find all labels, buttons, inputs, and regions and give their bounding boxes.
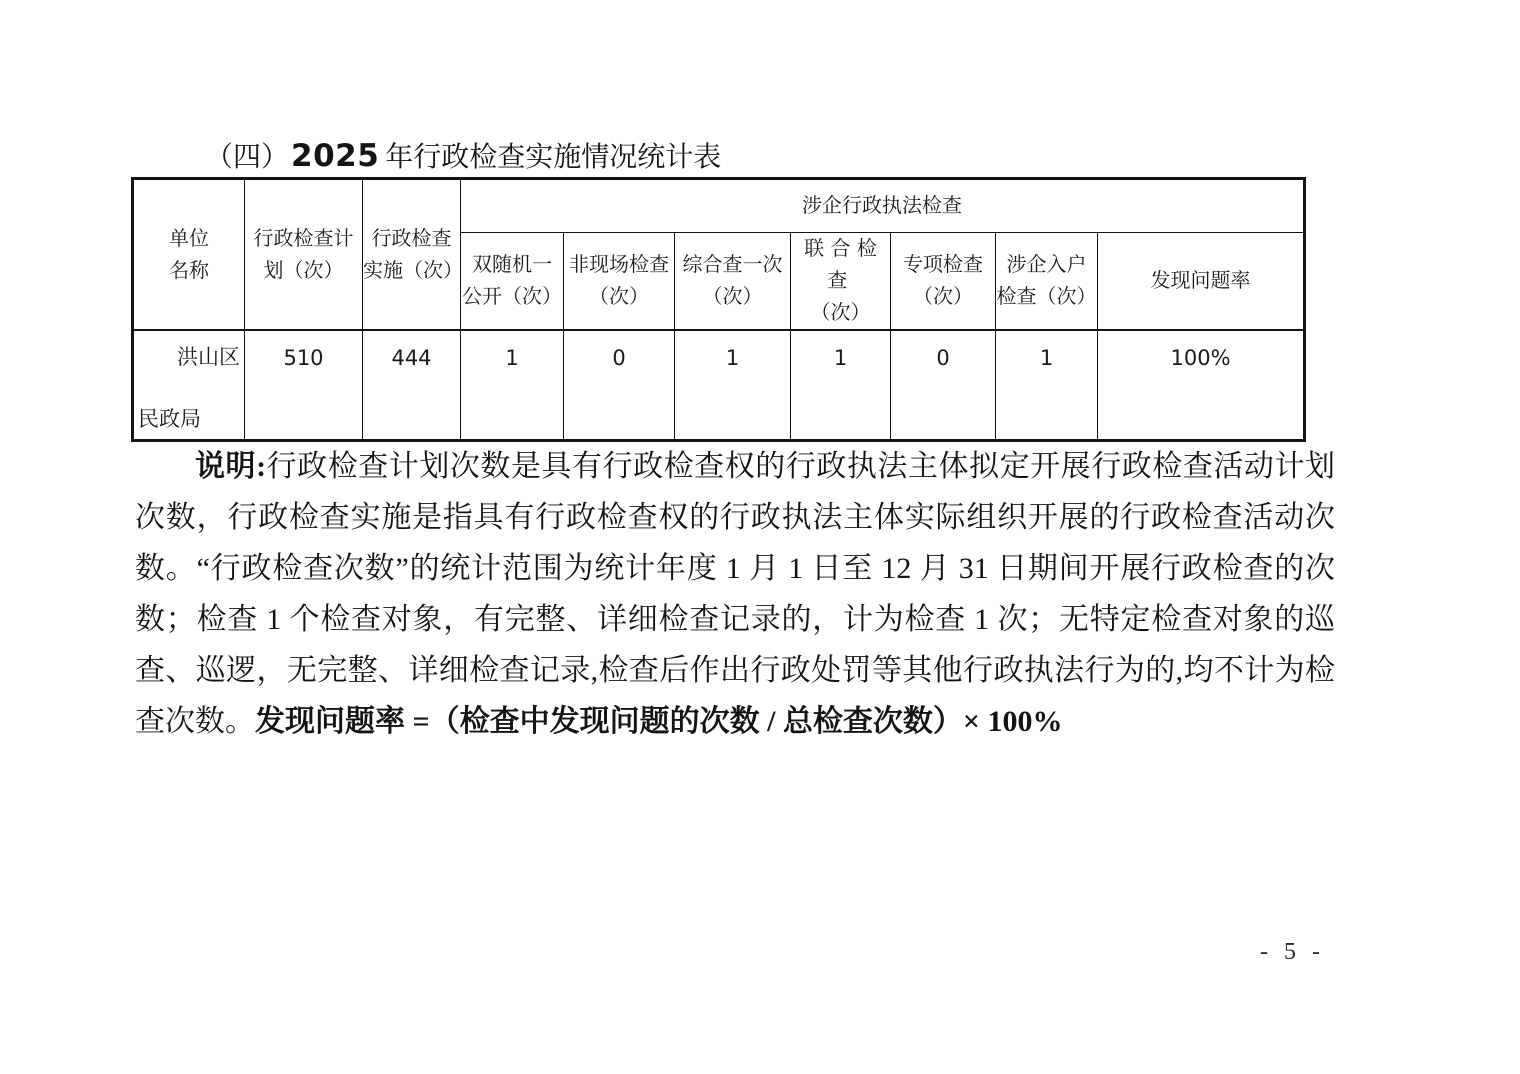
- page-number: - 5 -: [1260, 939, 1325, 965]
- col-header-offsite: [564, 233, 675, 331]
- col-header-comprehensive-line2: （次）: [702, 286, 763, 308]
- title-section-number: （四）: [205, 142, 290, 173]
- col-header-unit-name-line1: 单位: [169, 227, 209, 250]
- col-header-onsite-entry: [996, 233, 1098, 331]
- col-header-offsite-line2: （次）: [589, 286, 649, 308]
- col-header-joint-line1: 联合检查: [804, 238, 884, 292]
- col-header-comprehensive: [675, 233, 791, 331]
- note-label: 说明:: [195, 450, 267, 483]
- unit-name-line1: 洪山区: [177, 345, 240, 369]
- col-header-special-line1: 专项检查: [903, 254, 983, 276]
- cell-onsite-entry-count: 1: [996, 330, 1098, 441]
- note-formula: 发现问题率 =（检查中发现问题的次数 / 总检查次数）× 100%: [255, 705, 1063, 738]
- col-header-double-random-line1: 双随机一: [472, 254, 552, 276]
- col-header-implemented: [363, 179, 461, 331]
- cell-double-random-count: 1: [461, 330, 564, 441]
- col-header-problem-rate-line1: 发现问题率: [1150, 270, 1251, 292]
- inspection-stats-table: [131, 177, 1306, 442]
- col-header-plan-line2: 划（次）: [263, 259, 344, 282]
- unit-name-line2: 民政局: [138, 407, 201, 431]
- col-header-unit-name-line2: 名称: [169, 259, 209, 282]
- cell-plan-count: 510: [245, 330, 363, 441]
- col-header-comprehensive-line1: 综合查一次: [682, 254, 783, 276]
- cell-problem-rate: 100%: [1098, 330, 1305, 441]
- group-header-label: 涉企行政执法检查: [802, 195, 962, 217]
- table-data-row: [133, 330, 1305, 441]
- col-header-implemented-line1: 行政检查: [371, 227, 452, 250]
- col-header-joint-line2: （次）: [810, 302, 871, 324]
- cell-unit-name: [133, 330, 245, 441]
- col-header-joint: [791, 233, 891, 331]
- col-header-problem-rate: [1098, 233, 1305, 331]
- explanation-paragraph: [135, 441, 1335, 747]
- table-header-row-1: [133, 179, 1305, 233]
- col-header-onsite-entry-line1: 涉企入户: [1006, 254, 1087, 276]
- cell-offsite-count: 0: [564, 330, 675, 441]
- cell-comprehensive-count: 1: [675, 330, 791, 441]
- title-text: 年行政检查实施情况统计表: [385, 142, 722, 173]
- col-header-implemented-line2: 实施（次）: [363, 259, 463, 282]
- cell-special-count: 0: [891, 330, 996, 441]
- cell-implemented-count: 444: [363, 330, 461, 441]
- col-header-unit-name: [133, 179, 245, 331]
- group-header-enterprise-inspections: [461, 179, 1305, 233]
- document-title: [205, 138, 721, 176]
- col-header-double-random-line2: 公开（次）: [462, 286, 562, 308]
- cell-joint-count: 1: [791, 330, 891, 441]
- col-header-plan: [245, 179, 363, 331]
- note-body: 行政检查计划次数是具有行政检查权的行政执法主体拟定开展行政检查活动计划次数，行政检查实施是指具有行政检查权的行政执法主体实际组织开展的行政检查活动次数。“行政检查次数”的统计范围为统计年度 1 月 1 日至 12 月 31 日期间开展行政检查的次数；检查 1 个检查对象，有完整、详细检查记录的，计为检查 1 次；无特定检查对象的巡查、巡逻，无完整、详细检查记录,检查后作出行政处罚等其他行政执法行为的,均不计为检查次数。: [135, 450, 1335, 738]
- col-header-onsite-entry-line2: 检查（次）: [996, 286, 1097, 308]
- col-header-double-random: [461, 233, 564, 331]
- col-header-special-line2: （次）: [913, 286, 973, 308]
- col-header-special: [891, 233, 996, 331]
- title-year: 2025: [291, 138, 380, 174]
- col-header-plan-line1: 行政检查计: [253, 227, 354, 250]
- col-header-offsite-line1: 非现场检查: [569, 254, 669, 276]
